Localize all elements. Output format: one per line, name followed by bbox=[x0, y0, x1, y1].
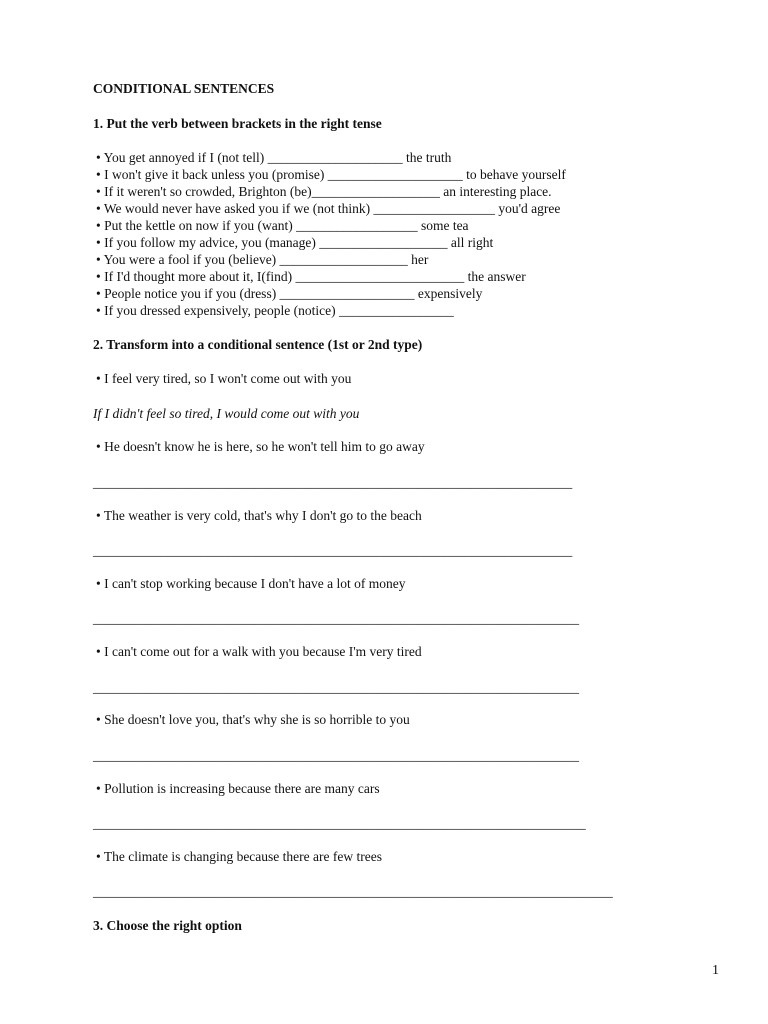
section-1-item: • If you dressed expensively, people (notice) _________________ bbox=[96, 303, 454, 318]
section-1-item: • We would never have asked you if we (not think) __________________ you'd agree bbox=[96, 201, 561, 216]
page-number: 1 bbox=[712, 963, 719, 978]
answer-line: ________________________________________________________________________ bbox=[93, 748, 579, 763]
page-title: CONDITIONAL SENTENCES bbox=[93, 81, 275, 96]
answer-line: _______________________________________________________________________ bbox=[93, 543, 573, 558]
section-1-item: • People notice you if you (dress) ____________________ expensively bbox=[96, 286, 483, 301]
section-2-prompt: • She doesn't love you, that's why she is so horrible to you bbox=[96, 712, 410, 727]
section-2-prompt: • He doesn't know he is here, so he won't tell him to go away bbox=[96, 439, 425, 454]
section-2-prompt: • The weather is very cold, that's why I don't go to the beach bbox=[96, 508, 422, 523]
section-1-item: • If you follow my advice, you (manage) ___________________ all right bbox=[96, 235, 494, 250]
section-1-heading: 1. Put the verb between brackets in the right tense bbox=[93, 116, 382, 131]
section-1-item: • If I'd thought more about it, I(find) _________________________ the answer bbox=[96, 269, 526, 284]
section-2-prompt: • I can't stop working because I don't have a lot of money bbox=[96, 576, 406, 591]
section-2-example-answer: If I didn't feel so tired, I would come out with you bbox=[93, 406, 360, 421]
section-2-prompt: • I can't come out for a walk with you because I'm very tired bbox=[96, 644, 422, 659]
section-1-item: • You were a fool if you (believe) ___________________ her bbox=[96, 252, 429, 267]
section-2-prompt: • Pollution is increasing because there are many cars bbox=[96, 781, 380, 796]
section-2-prompt: • The climate is changing because there are few trees bbox=[96, 849, 382, 864]
answer-line: _____________________________________________________________________________ bbox=[93, 884, 613, 899]
section-1-item: • I won't give it back unless you (promise) ____________________ to behave yourself bbox=[96, 167, 566, 182]
section-1-item: • You get annoyed if I (not tell) ____________________ the truth bbox=[96, 150, 452, 165]
answer-line: ________________________________________________________________________ bbox=[93, 611, 579, 626]
section-3-heading: 3. Choose the right option bbox=[93, 918, 242, 933]
answer-line: ________________________________________________________________________ bbox=[93, 680, 579, 695]
answer-line: _______________________________________________________________________ bbox=[93, 475, 573, 490]
answer-line: _________________________________________________________________________ bbox=[93, 816, 586, 831]
section-1-item: • Put the kettle on now if you (want) __________________ some tea bbox=[96, 218, 469, 233]
section-2-example-prompt: • I feel very tired, so I won't come out with you bbox=[96, 371, 352, 386]
section-1-item: • If it weren't so crowded, Brighton (be)___________________ an interesting place. bbox=[96, 184, 552, 199]
section-2-heading: 2. Transform into a conditional sentence (1st or 2nd type) bbox=[93, 337, 423, 352]
